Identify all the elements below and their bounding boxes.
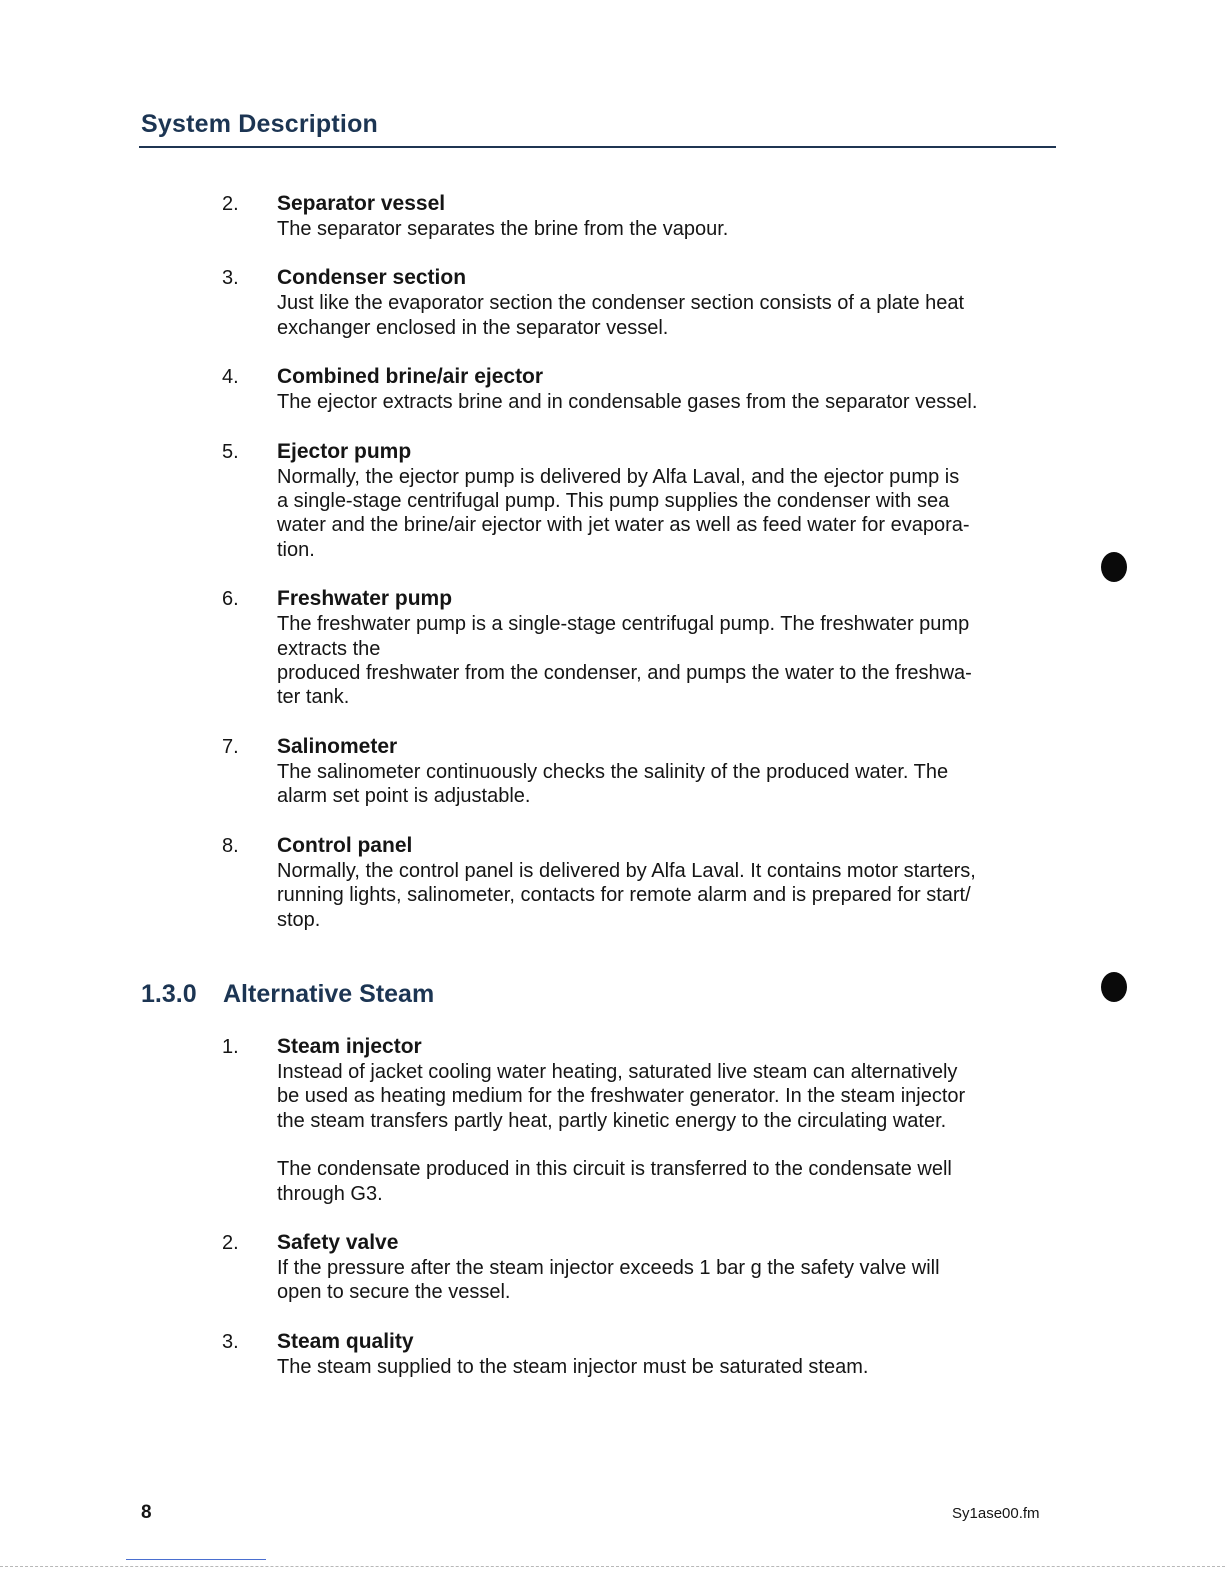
item-title: Combined brine/air ejector bbox=[277, 365, 544, 389]
item-content bbox=[277, 734, 1067, 809]
item-content bbox=[277, 833, 1067, 932]
item-text-line: produced freshwater from the condenser, and pumps the water to the freshwa- bbox=[277, 662, 972, 685]
item-text-line: If the pressure after the steam injector exceeds 1 bar g the safety valve will bbox=[277, 1257, 940, 1280]
page-number: 8 bbox=[141, 1502, 152, 1523]
item-content bbox=[277, 1329, 1067, 1379]
item-text-line: alarm set point is adjustable. bbox=[277, 785, 531, 808]
item-text-line: running lights, salinometer, contacts for remote alarm and is prepared for start/ bbox=[277, 884, 971, 907]
item-text-line: Normally, the ejector pump is delivered by Alfa Laval, and the ejector pump is bbox=[277, 465, 960, 488]
item-title: Salinometer bbox=[277, 734, 398, 758]
footer-link-underline bbox=[126, 1559, 266, 1560]
list-item bbox=[0, 1034, 1225, 1206]
item-title: Control panel bbox=[277, 833, 413, 857]
list-item bbox=[0, 734, 1225, 809]
item-text-line: the steam transfers partly heat, partly kinetic energy to the circulating water. bbox=[277, 1109, 947, 1132]
item-number: 3. bbox=[222, 1330, 239, 1353]
item-text-line: ter tank. bbox=[277, 686, 350, 709]
item-title: Safety valve bbox=[277, 1231, 399, 1255]
item-title: Condenser section bbox=[277, 266, 467, 290]
component-list-part1 bbox=[0, 191, 1225, 956]
item-text-line: open to secure the vessel. bbox=[277, 1281, 511, 1304]
item-content bbox=[277, 439, 1067, 563]
list-item bbox=[0, 1329, 1225, 1379]
item-text-line: extracts the bbox=[277, 637, 381, 660]
item-text-line: The separator separates the brine from the vapour. bbox=[277, 218, 729, 240]
section-title: Alternative Steam bbox=[223, 980, 435, 1008]
component-list-part2 bbox=[0, 1034, 1225, 1403]
item-content bbox=[277, 364, 1067, 414]
section-number: 1.3.0 bbox=[141, 980, 197, 1008]
list-item bbox=[0, 833, 1225, 932]
item-text-line: The ejector extracts brine and in condensable gases from the separator vessel. bbox=[277, 391, 978, 414]
item-text-line: through G3. bbox=[277, 1182, 383, 1205]
item-text-line: a single-stage centrifugal pump. This pump supplies the condenser with sea bbox=[277, 490, 950, 513]
item-text-line: The freshwater pump is a single-stage centrifugal pump. The freshwater pump bbox=[277, 613, 970, 636]
page-bottom-edge bbox=[0, 1566, 1225, 1567]
item-number: 5. bbox=[222, 440, 239, 463]
list-item bbox=[0, 364, 1225, 414]
item-text-line: stop. bbox=[277, 908, 321, 931]
margin-change-mark bbox=[1101, 972, 1127, 1002]
section-heading bbox=[141, 980, 434, 1009]
item-content bbox=[277, 586, 1067, 710]
item-number: 2. bbox=[222, 193, 239, 215]
item-text-line: be used as heating medium for the freshwater generator. In the steam injector bbox=[277, 1085, 966, 1108]
item-number: 1. bbox=[222, 1036, 239, 1058]
item-number: 2. bbox=[222, 1232, 239, 1255]
source-file-name: Sy1ase00.fm bbox=[952, 1505, 1040, 1522]
item-text-line: Just like the evaporator section the condenser section consists of a plate heat bbox=[277, 292, 965, 315]
item-number: 4. bbox=[222, 366, 239, 389]
item-title: Steam injector bbox=[277, 1035, 422, 1058]
item-text-line: The salinometer continuously checks the salinity of the produced water. The bbox=[277, 760, 949, 783]
item-title: Separator vessel bbox=[277, 192, 446, 215]
item-number: 3. bbox=[222, 267, 239, 290]
item-title: Steam quality bbox=[277, 1329, 414, 1353]
item-text-line: Instead of jacket cooling water heating, saturated live steam can alternatively bbox=[277, 1061, 958, 1083]
list-item bbox=[0, 586, 1225, 710]
paragraph-gap bbox=[277, 1133, 1067, 1157]
list-item bbox=[0, 1230, 1225, 1305]
list-item bbox=[0, 439, 1225, 563]
item-content bbox=[277, 265, 1067, 340]
item-number: 7. bbox=[222, 735, 239, 758]
item-number: 6. bbox=[222, 588, 239, 611]
item-text-line: exchanger enclosed in the separator vessel. bbox=[277, 316, 669, 339]
item-text-line: Normally, the control panel is delivered by Alfa Laval. It contains motor starters, bbox=[277, 859, 976, 882]
item-title: Ejector pump bbox=[277, 439, 412, 463]
item-text-line: The condensate produced in this circuit is transferred to the condensate well bbox=[277, 1158, 952, 1181]
list-item bbox=[0, 265, 1225, 340]
item-text-line: tion. bbox=[277, 538, 315, 561]
item-text-line: The steam supplied to the steam injector must be saturated steam. bbox=[277, 1355, 869, 1378]
item-content bbox=[277, 1034, 1067, 1206]
item-content bbox=[277, 1230, 1067, 1305]
list-item bbox=[0, 191, 1225, 241]
item-content bbox=[277, 191, 1067, 241]
header-rule bbox=[139, 146, 1056, 148]
page-header-title: System Description bbox=[141, 110, 379, 138]
margin-change-mark bbox=[1101, 552, 1127, 582]
item-number: 8. bbox=[222, 834, 239, 857]
item-text-line: water and the brine/air ejector with jet water as well as feed water for evapora- bbox=[277, 514, 970, 537]
item-title: Freshwater pump bbox=[277, 587, 453, 611]
